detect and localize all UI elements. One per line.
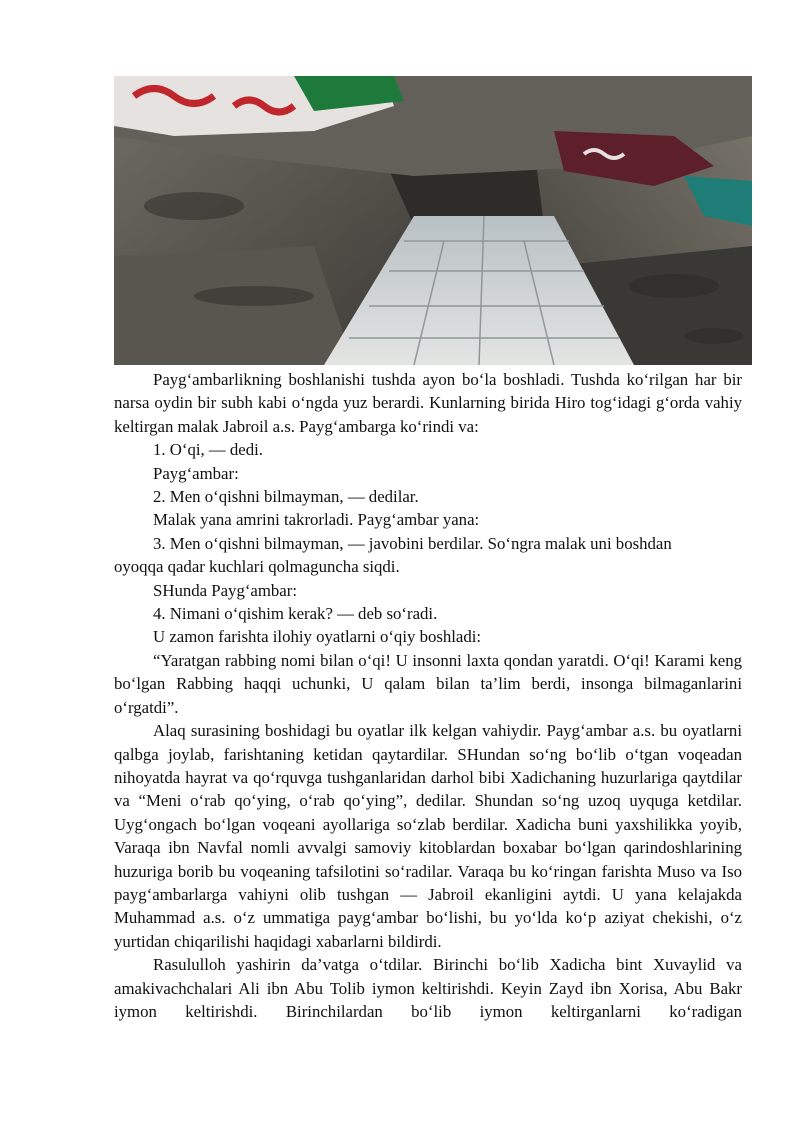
paragraph-alaq: Alaq surasining boshidagi bu oyatlar ilk kelgan vahiydir. Payg‘ambar a.s. bu oyatlarni qalbga joylab, farishtaning ketidan qaytardilar. SHundan so‘ng bo‘lib o‘tgan voqeadan nihoyatda hayrat va qo‘rquvga tushganlaridan darhol bibi Xadichaning huzurlariga qaytdilar va “Meni o‘rab qo‘ying, o‘rab qo‘ying”, dedilar. Shundan so‘ng uzoq uyquga ketdilar. Uyg‘ongach bo‘lgan voqeani ayollariga so‘zlab berdilar. Xadicha buni yaxshilikka yoyib, Varaqa ibn Navfal nomli avvalgi samoviy kitoblardan boxabar bo‘lgan qarindoshlarining huzuriga borib bu voqeaning tafsilotini so‘radilar. Varaqa bu ko‘ringan farishta Muso va Iso payg‘ambarlarga vahiyni olib tushgan — Jabroil ekanligini aytdi. U yana kelajakda Muhammad a.s. o‘z ummatiga payg‘ambar bo‘lishi, bu yo‘lda ko‘p aziyat chekishi, o‘z yurtidan chiqarilishi haqidagi xabarlarni bildirdi. [114,721,742,951]
cave-photo [114,76,752,365]
dialogue-line: U zamon farishta ilohiy oyatlarni o‘qiy boshladi: [153,627,482,647]
dialogue-line: Payg‘ambar: [153,463,239,483]
numbered-line-2: 2. Men o‘qishni bilmayman, — dedilar. [153,487,419,507]
numbered-line-4: 4. Nimani o‘qishim kerak? — deb so‘radi. [153,604,438,624]
numbered-line-1: 1. O‘qi, — dedi. [153,440,263,460]
paragraph-dawah: Rasululloh yashirin da’vatga o‘tdilar. Birinchi bo‘lib Xadicha bint Xuvaylid va amakivachchalari Ali ibn Abu Tolib iymon keltirishdi. Keyin Zayd ibn Xorisa, Abu Bakr iymon keltirishdi. Birinchilardan bo‘lib iymon keltirganlarni ko‘radigan [114,955,742,1021]
paragraph-intro: Payg‘ambarlikning boshlanishi tushda ayon bo‘la boshladi. Tushda ko‘rilgan har bir narsa oydin bir subh kabi o‘ngda yuz berardi. Kunlarning birida Hiro tog‘idagi g‘orda vahiy keltirgan malak Jabroil a.s. Payg‘ambarga ko‘rindi va: [114,370,742,436]
numbered-line-3: 3. Men o‘qishni bilmayman, — javobini berdilar. So‘ngra malak uni boshdan [153,533,672,553]
quote-paragraph: “Yaratgan rabbing nomi bilan o‘qi! U insonni laxta qondan yaratdi. O‘qi! Karami keng bo‘lgan Rabbing haqqi uchunki, U qalam bilan ta’lim berdi, insonga bilmaganlarini o‘rgatdi”. [114,650,742,717]
numbered-line-3-continuation: oyoqqa qadar kuchlari qolmaguncha siqdi. [114,557,400,577]
dialogue-line: SHunda Payg‘ambar: [153,580,298,600]
cave-path-illustration [114,76,752,365]
dialogue-line: Malak yana amrini takrorladi. Payg‘ambar yana: [153,510,480,530]
body-text [114,368,742,1023]
